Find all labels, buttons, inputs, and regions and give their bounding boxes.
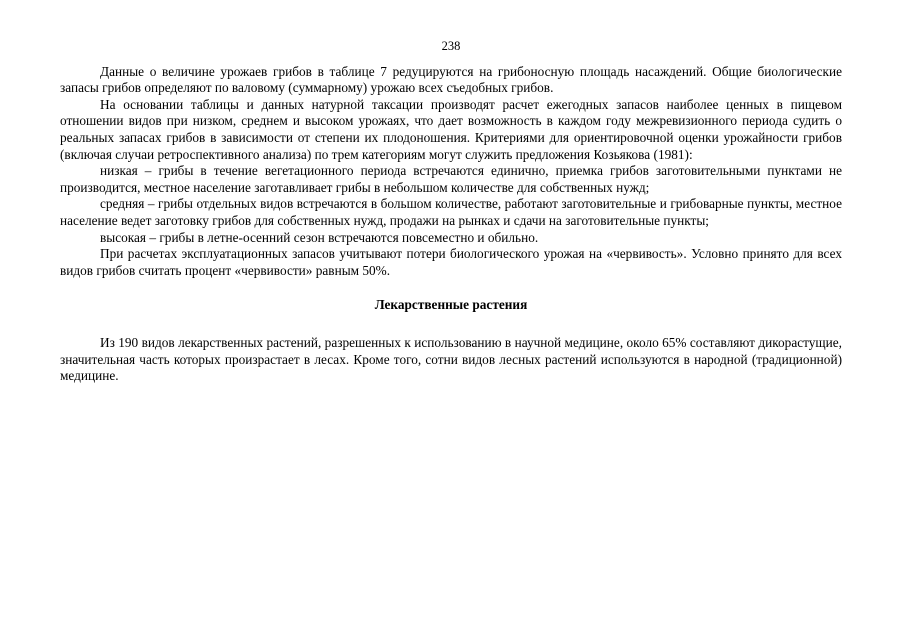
paragraph-annual-reserves-calculation: На основании таблицы и данных натурной таксации производят расчет ежегодных запасов наиболее ценных в пищевом отношении видов при низком, среднем и высоком урожаях, что дает возможность в каждом году межревизионного периода судить о реальных запасах грибов в зависимости от степени их плодоношения. Критериями для ориентировочной оценки урожайности грибов (включая случаи ретроспективного анализа) по трем категориям могут служить предложения Козьякова (1981): (60, 96, 842, 162)
paragraph-high-yield-criterion: высокая – грибы в летне-осенний сезон встречаются повсеместно и обильно. (100, 229, 539, 245)
paragraph-mushroom-yield-reduction: Данные о величине урожаев грибов в таблице 7 редуцируются на грибоносную площадь насаждений. Общие биологические запасы грибов определяют по валовому (суммарному) урожаю всех съедобных грибов. (60, 63, 842, 96)
section-title-medicinal-plants: Лекарственные растения (374, 297, 528, 313)
paragraph-medicinal-plants: Из 190 видов лекарственных растений, разрешенных к использованию в научной медицине, около 65% составляют дикорастущие, значительная часть которых произрастает в лесах. Кроме того, сотни видов лесных растений используются в народной (традиционной) медицине. (60, 334, 842, 384)
page-number: 238 (441, 39, 461, 53)
paragraph-wormy-losses: При расчетах эксплуатационных запасов учитывают потери биологического урожая на «червивость». Условно принято для всех видов грибов считать процент «червивости» равным 50%. (60, 246, 842, 278)
paragraph-medium-yield-criterion: средняя – грибы отдельных видов встречаются в большом количестве, работают заготовительные и грибоварные пункты, местное население ведет заготовку грибов для собственных нужд, продажи на рынках и сдачи на заготовительные пункты; (60, 196, 842, 228)
document-page (60, 38, 842, 385)
paragraph-low-yield-criterion: низкая – грибы в течение вегетационного периода встречаются единично, приемка грибов заготовительными пунктами не производится, местное население заготавливает грибы в небольшом количестве для собственных нужд; (60, 163, 842, 195)
